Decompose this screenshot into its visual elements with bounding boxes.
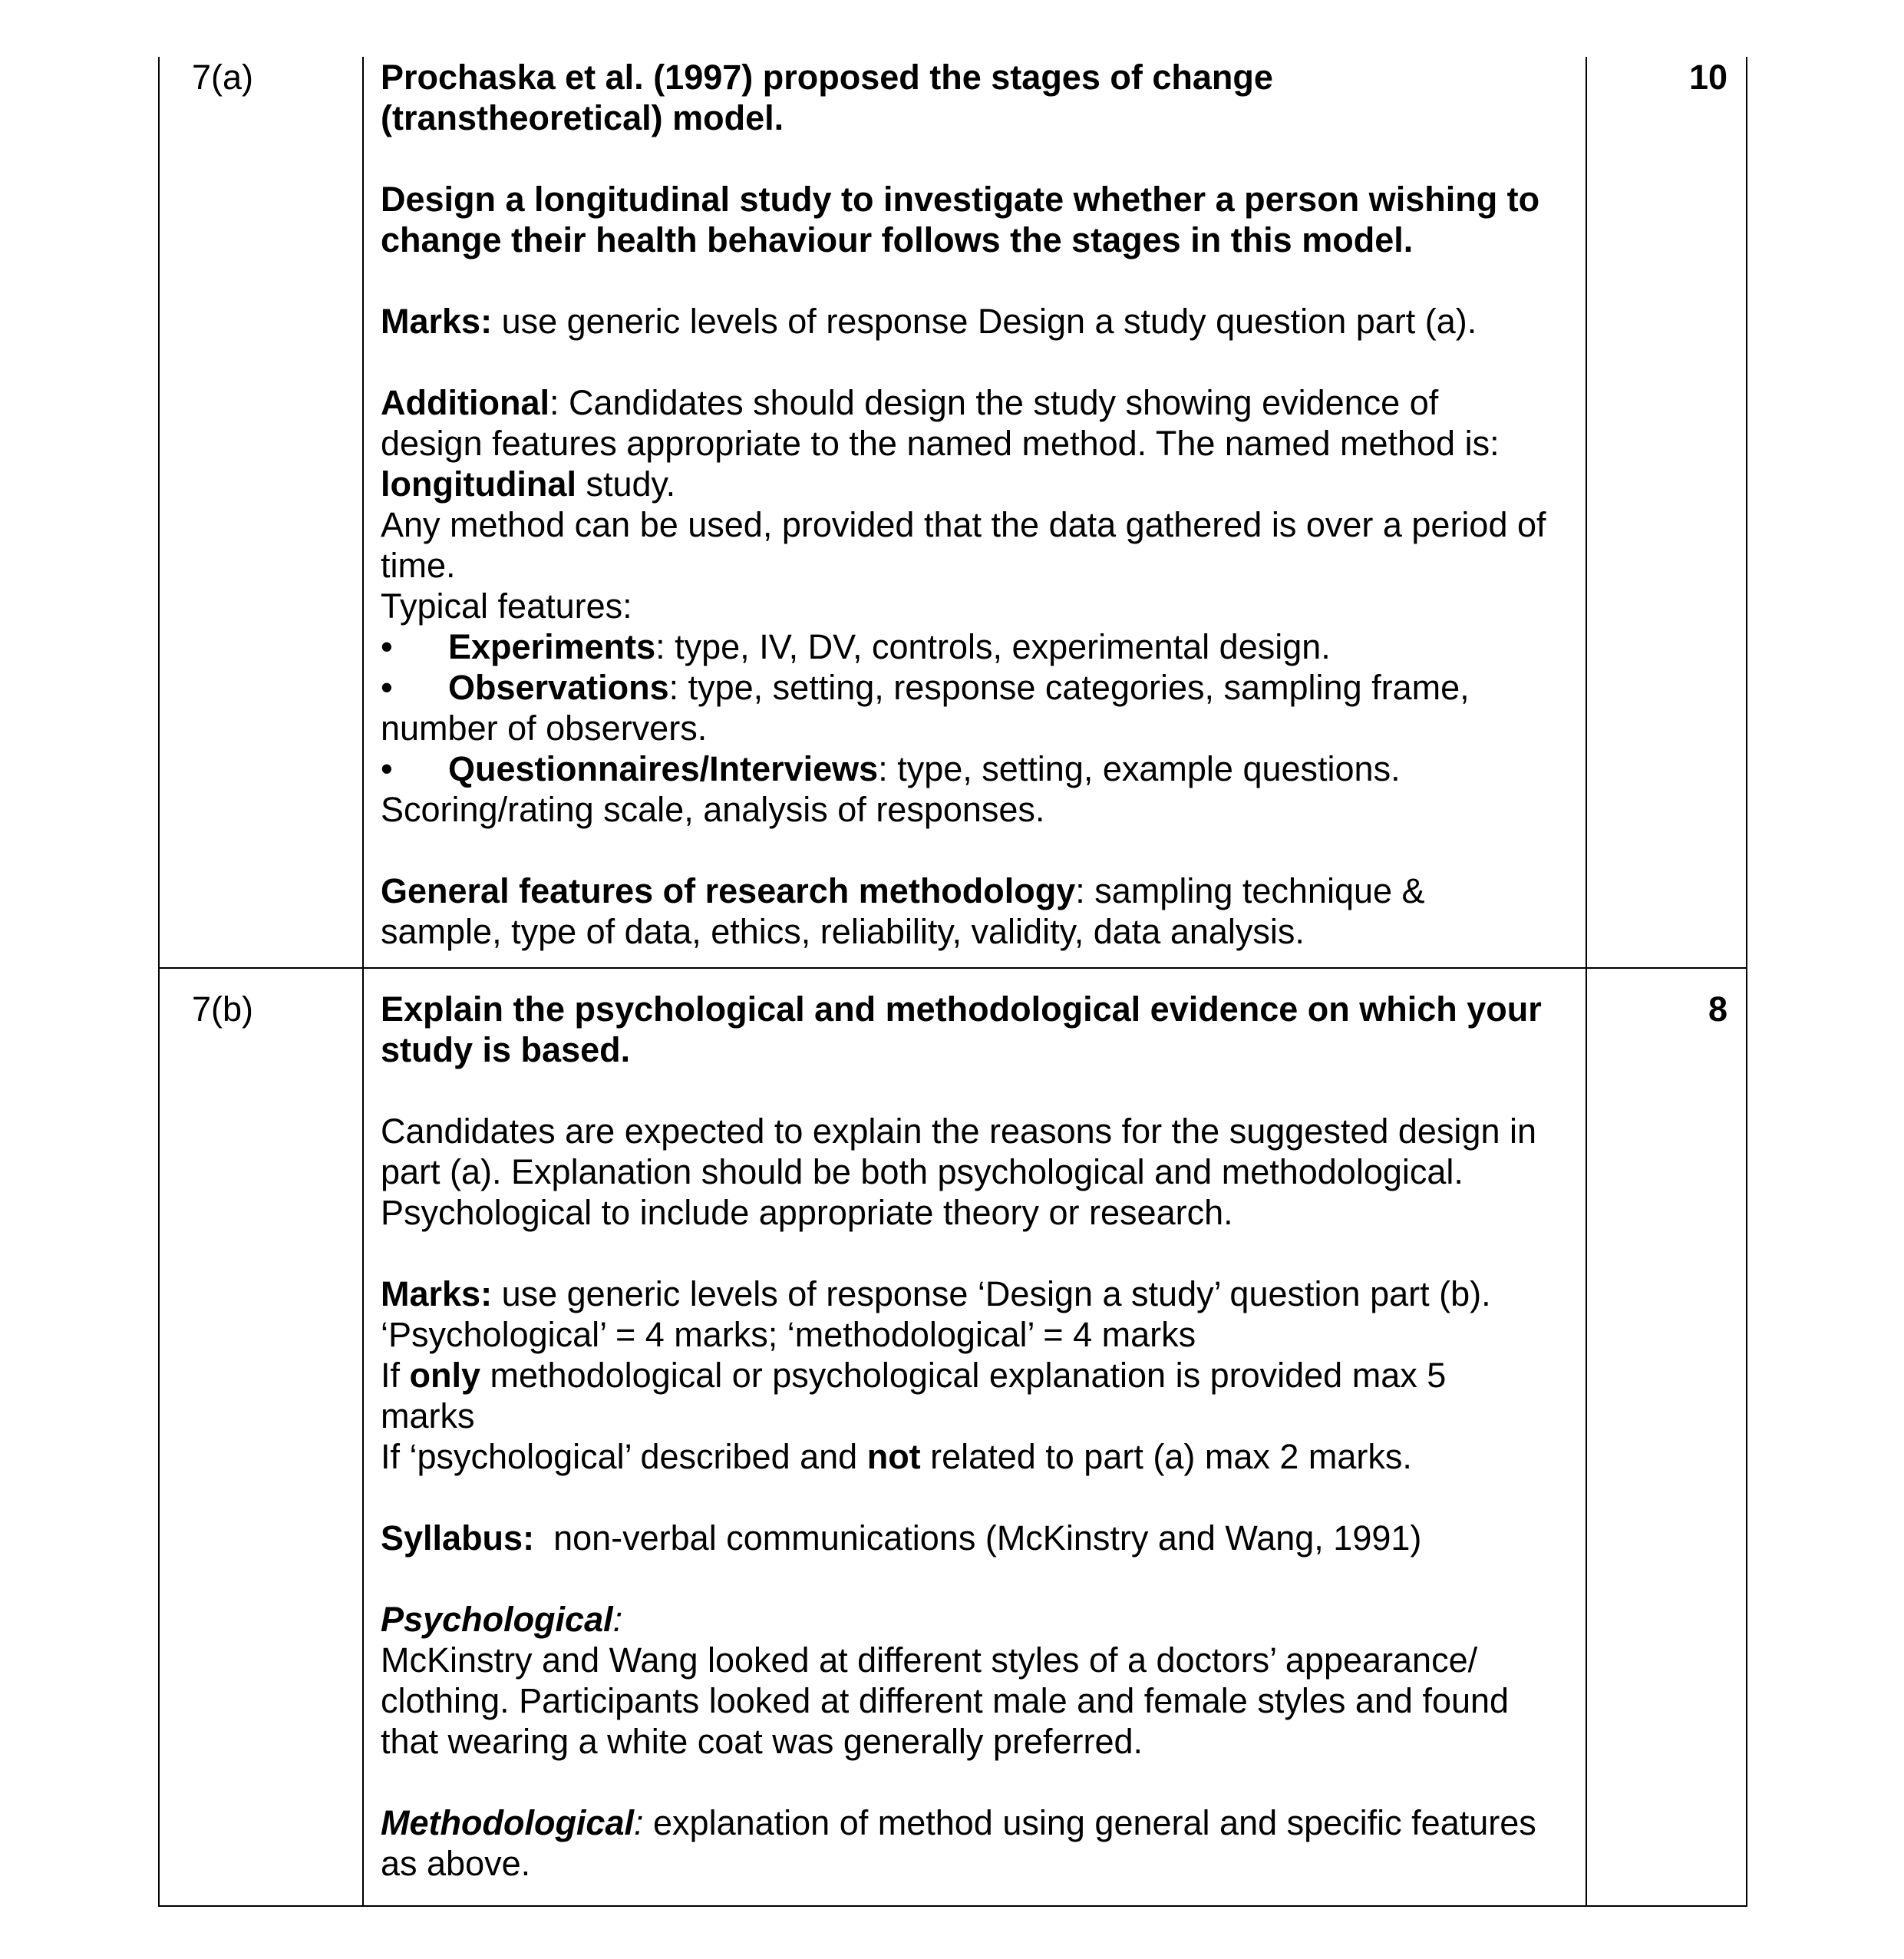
psychological-text: clothing. Participants looked at different male and female styles and found	[381, 1681, 1510, 1720]
bullet-icon: •	[381, 749, 393, 788]
bullet-item	[381, 667, 1570, 748]
bullet-label: Observations	[448, 668, 669, 707]
psychological-text: that wearing a white coat was generally preferred.	[381, 1722, 1143, 1761]
bullet-text: : type, setting, example questions.	[878, 749, 1401, 788]
bullet-text: : type, setting, response categories, sampling frame,	[668, 668, 1470, 707]
marks-value: 8	[1708, 989, 1727, 1029]
question-task	[381, 179, 1570, 260]
rule-text: If ‘psychological’ described and	[381, 1437, 867, 1476]
expected-text: Psychological to include appropriate theory or research.	[381, 1193, 1233, 1232]
bullet-icon: •	[381, 668, 393, 707]
general-features-text: sample, type of data, ethics, reliability, validity, data analysis.	[381, 912, 1305, 951]
rule-text: If	[381, 1356, 410, 1395]
general-features-text: : sampling technique &	[1075, 871, 1425, 910]
named-method-rest: study.	[576, 464, 676, 504]
any-method-text: Any method can be used, provided that the data gathered is over a period of	[381, 505, 1546, 544]
marks-text: use generic levels of response ‘Design a study’ question part (b).	[492, 1274, 1491, 1313]
expected-guidance	[381, 1111, 1570, 1233]
scoring-text: Scoring/rating scale, analysis of responses.	[381, 790, 1045, 829]
additional-label: Additional	[381, 383, 549, 422]
table-row-7a	[159, 57, 1747, 968]
methodological-colon: :	[634, 1803, 644, 1842]
psychological-text: McKinstry and Wang looked at different styles of a doctors’ appearance/	[381, 1640, 1478, 1680]
bullet-text-continued: number of observers.	[381, 709, 708, 748]
methodological-section	[381, 1802, 1570, 1884]
bullet-text: : type, IV, DV, controls, experimental design.	[655, 627, 1331, 666]
additional-text: : Candidates should design the study showing evidence of	[549, 383, 1439, 422]
mark-scheme-table	[158, 57, 1747, 1907]
question-task-line: Design a longitudinal study to investigate whether a person wishing to	[381, 180, 1540, 219]
rule-emphasis: only	[409, 1356, 481, 1395]
rule-text: marks	[381, 1396, 475, 1435]
question-title-line: Explain the psychological and methodological evidence on which your	[381, 989, 1542, 1029]
rule-emphasis: not	[866, 1437, 921, 1476]
question-title-line: (transtheoretical) model.	[381, 98, 784, 137]
bullet-label: Questionnaires/Interviews	[448, 749, 879, 788]
marks-split: ‘Psychological’ = 4 marks; ‘methodological’ = 4 marks	[381, 1315, 1196, 1354]
bullet-item	[381, 748, 1570, 830]
typical-features-label: Typical features:	[381, 586, 632, 626]
general-features	[381, 870, 1570, 952]
syllabus	[381, 1518, 1570, 1558]
additional-guidance	[381, 382, 1570, 626]
question-title-line: Prochaska et al. (1997) proposed the stages of change	[381, 58, 1273, 97]
bullet-label: Experiments	[448, 627, 656, 666]
methodological-text: explanation of method using general and specific features	[643, 1803, 1536, 1842]
rule-text: methodological or psychological explanation is provided max 5	[480, 1356, 1447, 1395]
marks-text: use generic levels of response Design a study question part (a).	[492, 302, 1477, 341]
additional-text: design features appropriate to the named method. The named method is:	[381, 424, 1500, 463]
psychological-colon: :	[612, 1600, 623, 1639]
expected-text: part (a). Explanation should be both psychological and methodological.	[381, 1152, 1463, 1191]
question-title-line: study is based.	[381, 1030, 631, 1069]
general-features-label: General features of research methodology	[381, 871, 1076, 910]
bullet-item	[381, 626, 1570, 667]
bullet-icon: •	[381, 627, 393, 666]
expected-text: Candidates are expected to explain the reasons for the suggested design in	[381, 1112, 1537, 1151]
answer-cell	[363, 968, 1586, 1906]
marks-cell	[1586, 968, 1747, 1906]
methodological-label: Methodological	[381, 1803, 634, 1842]
question-task-line: change their health behaviour follows the stages in this model.	[381, 220, 1414, 259]
syllabus-label: Syllabus:	[381, 1518, 535, 1558]
syllabus-text: non-verbal communications (McKinstry and Wang, 1991)	[534, 1518, 1422, 1558]
marks-label: Marks:	[381, 1274, 493, 1313]
named-method: longitudinal	[381, 464, 576, 504]
question-number: 7(a)	[191, 58, 254, 97]
question-title	[381, 989, 1570, 1070]
marks-guidance	[381, 1274, 1570, 1477]
question-title	[381, 57, 1570, 138]
question-number-cell	[159, 968, 363, 1906]
table-row-7b	[159, 968, 1747, 1906]
question-number-cell	[159, 57, 363, 968]
psychological-section	[381, 1599, 1570, 1762]
marks-guidance	[381, 301, 1570, 342]
marks-cell	[1586, 57, 1747, 968]
marks-value: 10	[1688, 58, 1727, 97]
methodological-text: as above.	[381, 1844, 531, 1883]
question-number: 7(b)	[191, 989, 254, 1029]
rule-text: related to part (a) max 2 marks.	[920, 1437, 1412, 1476]
psychological-label: Psychological	[381, 1600, 613, 1639]
answer-cell	[363, 57, 1586, 968]
any-method-text: time.	[381, 546, 456, 585]
marks-label: Marks:	[381, 302, 493, 341]
